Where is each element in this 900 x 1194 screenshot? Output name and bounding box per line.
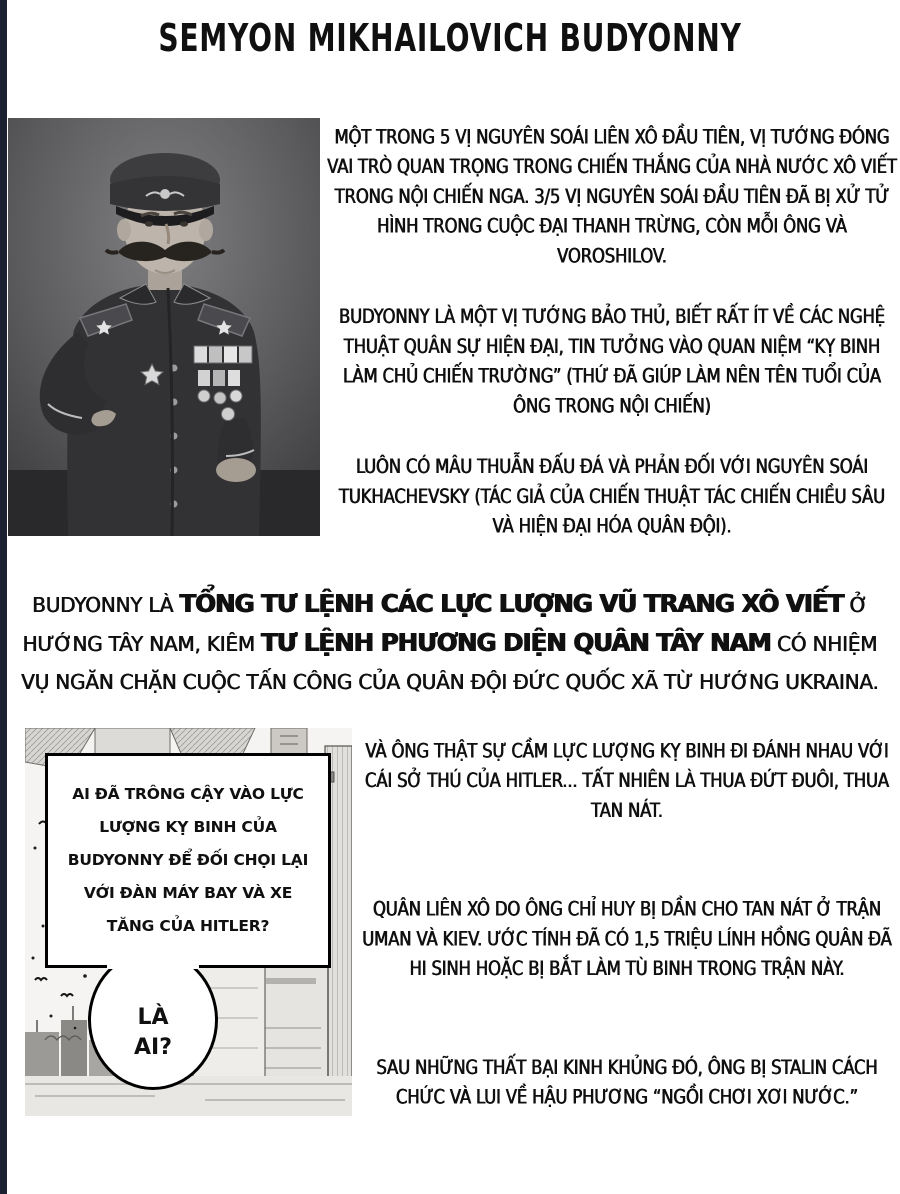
- page-title: SEMYON MIKHAILOVICH BUDYONNY: [158, 16, 742, 60]
- middle-text-segment: CÓ NHIỆM VỤ NGĂN CHẶN CUỘC TẤN CÔNG CỦA QUÂN ĐỘI ĐỨC QUỐC XÃ TỪ HƯỚNG UKRAINA.: [21, 632, 879, 694]
- middle-text-bold: TỔNG TƯ LỆNH CÁC LỰC LƯỢNG VŨ TRANG XÔ VIẾT: [179, 589, 844, 618]
- portrait-drawing: [8, 118, 320, 536]
- intro-paragraph: LUÔN CÓ MÂU THUẪN ĐẤU ĐÁ VÀ PHẢN ĐỐI VỚI NGUYÊN SOÁI TUKHACHEVSKY (TÁC GIẢ CỦA CHIẾN THUẬT TÁC CHIẾN CHIỀU SÂU VÀ HIỆN ĐẠI HÓA QUÂN ĐỘI).: [339, 455, 885, 538]
- caption-box: [45, 753, 331, 968]
- page-edge-strip: [0, 0, 7, 1194]
- middle-text-segment: BUDYONNY LÀ: [32, 593, 180, 617]
- middle-text: [14, 585, 886, 701]
- middle-text-segment: Ở HƯỚNG TÂY NAM, KIÊM: [22, 593, 868, 656]
- intro-text-block: [326, 122, 898, 541]
- outro-paragraph: QUÂN LIÊN XÔ DO ÔNG CHỈ HUY BỊ DẦN CHO TAN NÁT Ở TRẬN UMAN VÀ KIEV. ƯỚC TÍNH ĐÃ CÓ 1,5 TRIỆU LÍNH HỒNG QUÂN ĐÃ HI SINH HOẶC BỊ BẮT LÀM TÙ BINH TRONG TRẬN NÀY.: [362, 897, 892, 980]
- bubble-join-mask: [107, 946, 199, 969]
- outro-paragraph: VÀ ÔNG THẬT SỰ CẦM LỰC LƯỢNG KỴ BINH ĐI ĐÁNH NHAU VỚI CÁI SỞ THÚ CỦA HITLER... TẤT NHIÊN LÀ THUA ĐỨT ĐUÔI, THUA TAN NÁT.: [365, 739, 889, 822]
- comic-panel: [25, 728, 352, 1116]
- speech-bubble-text: AI?: [134, 1035, 172, 1060]
- caption-text: AI ĐÃ TRÔNG CẬY VÀO LỰC LƯỢNG KỴ BINH CỦA BUDYONNY ĐỂ ĐỐI CHỌI LẠI VỚI ĐÀN MÁY BAY VÀ XE TĂNG CỦA HITLER?: [67, 785, 309, 935]
- budyonny-portrait-photo: [8, 118, 320, 536]
- outro-paragraph: SAU NHỮNG THẤT BẠI KINH KHỦNG ĐÓ, ÔNG BỊ STALIN CÁCH CHỨC VÀ LUI VỀ HẬU PHƯƠNG “NGỒI CHƠI XƠI NƯỚC.”: [376, 1056, 878, 1109]
- middle-text-bold: TƯ LỆNH PHƯƠNG DIỆN QUÂN TÂY NAM: [261, 628, 771, 657]
- intro-paragraph: BUDYONNY LÀ MỘT VỊ TƯỚNG BẢO THỦ, BIẾT RẤT ÍT VỀ CÁC NGHỆ THUẬT QUÂN SỰ HIỆN ĐẠI, TIN TƯỞNG VÀO QUAN NIỆM “KỴ BINH LÀM CHỦ CHIẾN TRƯỜNG” (THỨ ĐÃ GIÚP LÀM NÊN TÊN TUỔI CỦA ÔNG TRONG NỘI CHIẾN): [339, 305, 885, 418]
- intro-paragraph: MỘT TRONG 5 VỊ NGUYÊN SOÁI LIÊN XÔ ĐẦU TIÊN, VỊ TƯỚNG ĐÓNG VAI TRÒ QUAN TRỌNG TRONG CHIẾN THẮNG CỦA NHÀ NƯỚC XÔ VIẾT TRONG NỘI CHIẾN NGA. 3/5 VỊ NGUYÊN SOÁI ĐẦU TIÊN ĐÃ BỊ XỬ TỬ HÌNH TRONG CUỘC ĐẠI THANH TRỪNG, CÒN MỖI ÔNG VÀ VOROSHILOV.: [327, 125, 897, 268]
- speech-bubble-text: LÀ: [137, 1005, 169, 1030]
- outro-text-block: [358, 736, 896, 1112]
- speech-bubble: [88, 950, 218, 1090]
